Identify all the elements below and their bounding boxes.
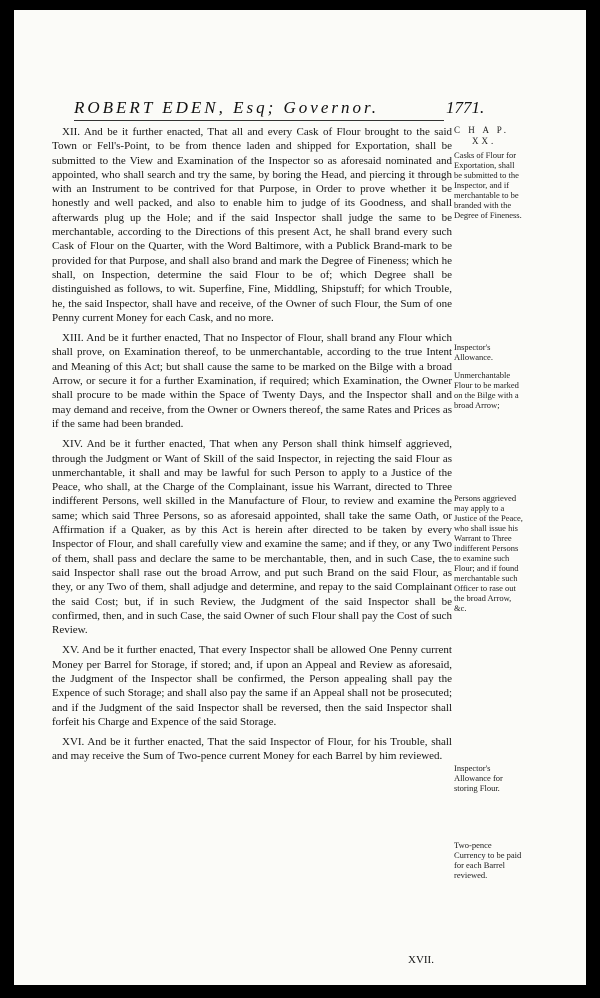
page-year: 1771. <box>446 98 485 117</box>
running-title: ROBERT EDEN, Esq; Governor. <box>74 98 379 117</box>
document-body <box>52 125 452 764</box>
section-16: XVI. And be it further enacted, That the said Inspector of Flour, for his Trouble, shall and may receive the Sum of Two-pence current Money for each Barrel by him reviewed. <box>52 736 452 763</box>
marginal-note-aggrieved-persons: Persons aggrieved may apply to a Justice of the Peace, who shall issue his Warrant to Three indifferent Persons to examine such Flour; and if found merchantable such Officer to rase out the broad Arrow, &c. <box>454 493 523 613</box>
section-13: XIII. And be it further enacted, That no Inspector of Flour, shall brand any Flour which shall prove, on Examination thereof, to be unmerchantable, according to the true Intent and Meaning of this Act; but shall cause the same to be marked on the Bilge with a broad Arrow, or secure it for a further Examination, if required; which Examination, the Owner shall procure to be made within the Space of Twenty Days, and the Inspector shall and may demand and receive, from the Owner or Owners thereof, the same Rates and Prices as if the same had been branded. <box>52 332 452 430</box>
running-header <box>14 98 586 122</box>
section-15: XV. And be it further enacted, That every Inspector shall be allowed One Penny current Money per Barrel for Storage, if stored; and, if upon an Appeal and Review as aforesaid, the Judgment of the Inspector shall be confirmed, the Person appealing shall pay the Expence of such Storage; and shall also pay the same if an Appeal shall not be prosecuted; and if the Judgment of the said Inspector shall be reversed, then the said Inspector shall forfeit his Charge and Expence of the said Storage. <box>52 644 452 728</box>
header-rule <box>74 120 444 121</box>
marginal-note-inspector-allowance: Inspector's Allowance. <box>454 342 493 362</box>
marginal-note-unmerchantable: Unmerchantable Flour to be marked on the Bilge with a broad Arrow; <box>454 370 519 410</box>
book-page <box>14 10 586 985</box>
marginal-note-storage-allowance: Inspector's Allowance for storing Flour. <box>454 763 503 793</box>
section-12: XII. And be it further enacted, That all and every Cask of Flour brought to the said Town or Fell's-Point, to be from thence laden and shipped for Exportation, shall be submitted to the View and Examination of the Inspector so as aforesaid nominated and appointed, who shall search and try the same, by boring the Head, and piercing it through with an Instrument to be contrived for that Purpose, in Order to prove whether it be honestly and well packed, and also to enable him to judge of its Goodness, and shall afterwards plug up the Hole; and if the said Inspector shall judge the same to be merchantable, according to the Directions of this present Act, he shall brand every such Cask of Flour on the Quarter, with the Word Baltimore, with a Publick Brand-mark to be provided for that Purpose, and shall also brand and mark the Degree of Fineness; which he shall, on Inspection, determine the said Flour to be of; which Degree shall be distinguished as follows, to wit. Superfine, Fine, Middling, Shipstuff; for which Trouble, he, the said Inspector, shall have and receive, of the Owner of such Flour, the Sum of one Penny current Money for each Cask, and no more. <box>52 126 452 324</box>
section-14: XIV. And be it further enacted, That when any Person shall think himself aggrieved, through the Judgment or Want of Skill of the said Inspector, in rejecting the said Flour as unmerchantable, it shall and may be lawful for such Person to apply to a Justice of the Peace, who shall, at the Charge of the Complainant, issue his Warrant, directed to Three indifferent Persons, well skilled in the Manufacture of Flour, to review and examine the same; which said Three Persons, so as aforesaid appointed, shall take the same Oath, or Affirmation if a Quaker, as by this Act is herein after directed to be taken by every Inspector of Flour, and shall carefully view and examine the same; and if they, or any Two of them, shall pass and declare the same to be merchantable, then, and in such Case, the said Inspector shall rase out the broad Arrow, and put such Brand on the said Flour, as they, or any Two of them, shall adjudge and determine, and repay to the said Complainant the said Cost; but, if in such Review, the Judgment of the said Inspector shall be confirmed, then, and in such Case, the said Owner of such Flour shall pay the Cost of such Review. <box>52 438 452 637</box>
chapter-label: C H A P. <box>454 125 510 135</box>
marginal-note-review-fee: Two-pence Currency to be paid for each Barrel reviewed. <box>454 840 522 880</box>
catchword: XVII. <box>408 954 434 966</box>
chapter-number: XX. <box>472 136 497 146</box>
marginal-note-flour-inspection: Casks of Flour for Exportation, shall be submitted to the Inspector, and if merchantable to be branded with the Degree of Fineness. <box>454 150 522 220</box>
